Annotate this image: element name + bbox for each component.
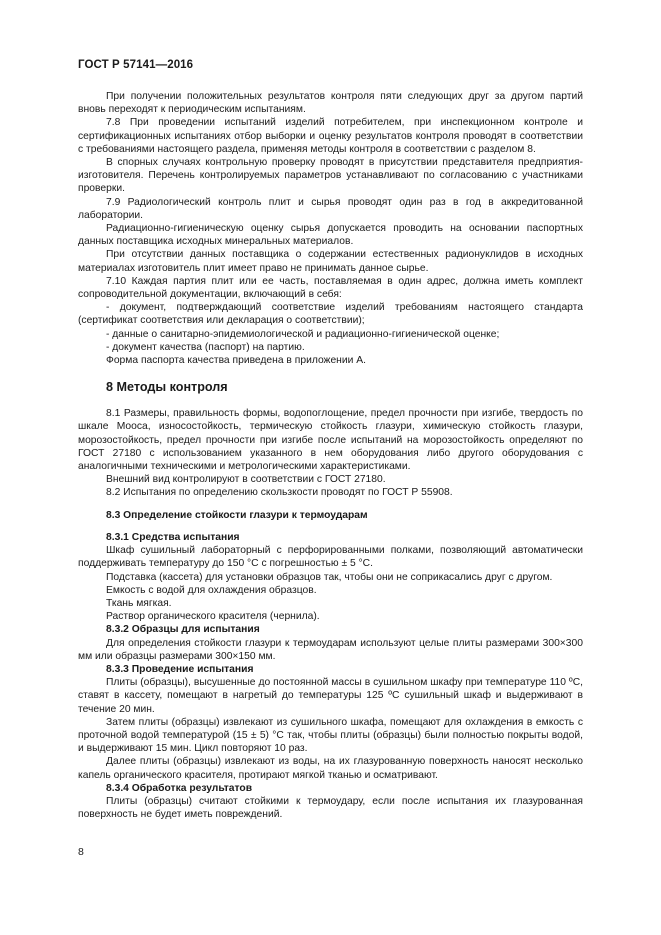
paragraph: Раствор органического красителя (чернила).: [106, 611, 320, 623]
paragraph: Плиты (образцы), высушенные до постоянной массы в сушильном шкафу при температуре 110 ºС, ставят в кассету, помещают в нагретый до температуры 125 ºС сушильный шкаф и выдерживают в течение 20 мин.: [78, 677, 583, 715]
page-number: 8: [78, 846, 84, 858]
subsection-title-8-3-3: 8.3.3 Проведение испытания: [106, 663, 254, 675]
document-header: ГОСТ Р 57141—2016: [78, 59, 194, 71]
list-item: - данные о санитарно-эпидемиологической и радиационно-гигиенической оценке;: [106, 328, 500, 340]
paragraph-8-2: 8.2 Испытания по определению скользкости проводят по ГОСТ Р 55908.: [106, 487, 453, 499]
paragraph: Внешний вид контролируют в соответствии с ГОСТ 27180.: [106, 474, 386, 486]
subsection-title-8-3: 8.3 Определение стойкости глазури к термоударам: [106, 509, 368, 521]
paragraph: Затем плиты (образцы) извлекают из сушильного шкафа, помещают для охлаждения в емкость с проточной водой температурой (15 ± 5) °С так, чтобы плиты (образцы) были полностью покрыты водой, и выдерживают 15 мин. Цикл повторяют 10 раз.: [78, 716, 583, 755]
subsection-title-8-3-1: 8.3.1 Средства испытания: [106, 531, 240, 543]
paragraph: При отсутствии данных поставщика о содержании естественных радионуклидов в исходных материалах изготовитель плит имеет право не принимать данное сырье.: [78, 249, 583, 274]
paragraph-7-10: 7.10 Каждая партия плит или ее часть, поставляемая в один адрес, должна иметь комплект сопроводительной документации, включающий в себя:: [78, 275, 583, 301]
paragraph: Для определения стойкости глазури к термоударам используют целые плиты размерами 300×300 мм или образцы размерами 300×150 мм.: [78, 637, 583, 662]
paragraph: Подставка (кассета) для установки образцов так, чтобы они не соприкасались друг с другом.: [106, 571, 553, 583]
paragraph: В спорных случаях контрольную проверку проводят в присутствии представителя предприятия-изготовителя. Перечень контролируемых параметров устанавливают по согласованию с участниками проверки.: [78, 157, 583, 195]
paragraph: Радиационно-гигиеническую оценку сырья допускается проводить на основании паспортных данных поставщика исходных минеральных материалов.: [78, 223, 583, 248]
paragraph: Далее плиты (образцы) извлекают из воды, на их глазурованную поверхность наносят несколько капель органического красителя, протирают мягкой тканью и осматривают.: [78, 756, 583, 781]
paragraph: Форма паспорта качества приведена в приложении А.: [106, 355, 366, 367]
list-item: - документ качества (паспорт) на партию.: [106, 341, 305, 353]
section-title-8: 8 Методы контроля: [106, 380, 228, 395]
paragraph: Ткань мягкая.: [106, 597, 172, 609]
subsection-title-8-3-4: 8.3.4 Обработка результатов: [106, 782, 253, 794]
paragraph-7-8: 7.8 При проведении испытаний изделий потребителем, при инспекционном контроле и сертификационных испытаниях отбор выборки и оценку результатов контроля проводят в соответствии с требованиями настоящего раздела, применяя методы контроля в соответствии с разделом 8.: [78, 117, 583, 155]
list-item: - документ, подтверждающий соответствие изделий требованиям настоящего стандарта (сертификат соответствия или декларация о соответствии);: [78, 302, 583, 327]
subsection-title-8-3-2: 8.3.2 Образцы для испытания: [106, 624, 260, 636]
paragraph-8-1: 8.1 Размеры, правильность формы, водопоглощение, предел прочности при изгибе, твердость по шкале Мооса, износостойкость, термическую стойкость глазури, химическую стойкость глазури, морозостойкость, предел прочности при изгибе после испытаний на морозостойкость определяют по ГОСТ 27180 с использованием указанного в нем оборудования либо другого оборудования с аналогичными техническими и метрологическими характеристиками.: [78, 408, 583, 473]
paragraph: Плиты (образцы) считают стойкими к термоудару, если после испытания их глазурованная поверхность не будет иметь повреждений.: [78, 795, 583, 821]
paragraph: При получении положительных результатов контроля пяти следующих друг за другом партий вновь переходят к периодическим испытаниям.: [78, 91, 583, 116]
paragraph-7-9: 7.9 Радиологический контроль плит и сырья проводят один раз в год в аккредитованной лаборатории.: [78, 196, 583, 221]
paragraph: Шкаф сушильный лабораторный с перфорированными полками, позволяющий автоматически поддерживать температуру до 150 °С с погрешностью ± 5 °С.: [78, 545, 583, 570]
paragraph: Емкость с водой для охлаждения образцов.: [106, 584, 317, 596]
document-body: [78, 90, 583, 821]
